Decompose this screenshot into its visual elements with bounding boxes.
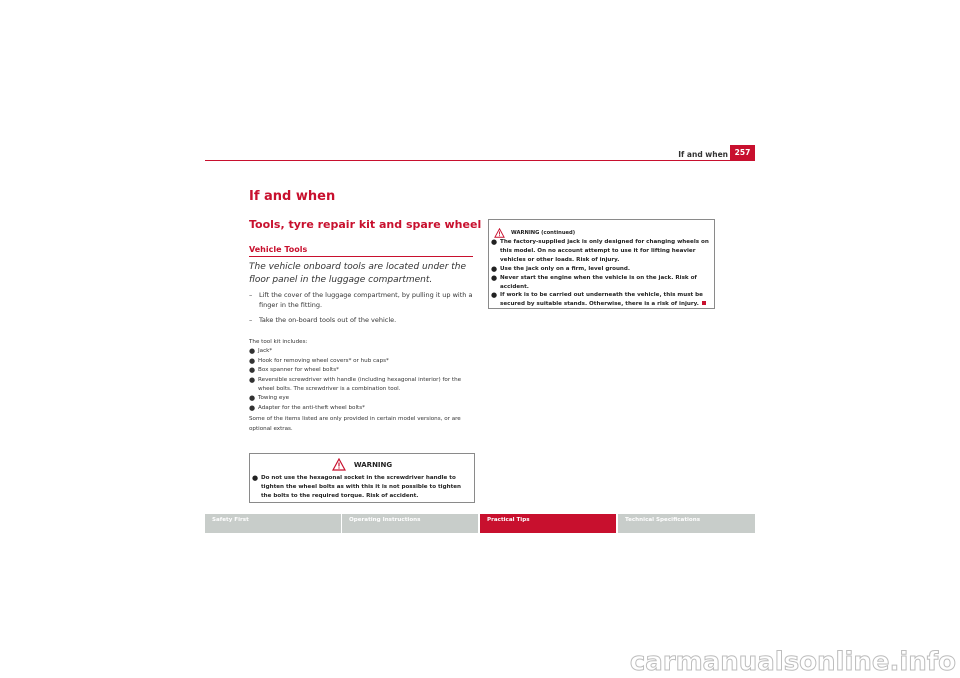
list-item bbox=[249, 376, 475, 395]
warning-box bbox=[249, 453, 475, 503]
end-of-section-icon bbox=[702, 301, 706, 305]
list-item bbox=[491, 238, 713, 265]
kit-heading: The tool kit includes: bbox=[249, 339, 308, 345]
tab-safety-first[interactable]: Safety First bbox=[205, 514, 341, 533]
step-item bbox=[249, 316, 475, 326]
warning-text: Do not use the hexagonal socket in the screwdriver handle to tighten the wheel bolts as with this it is not possible to tighten the bolts to the required torque. Risk of accident. bbox=[261, 475, 462, 499]
tab-practical-tips[interactable]: Practical Tips bbox=[480, 514, 616, 533]
dash-marker: – bbox=[249, 316, 253, 324]
list-item bbox=[491, 265, 713, 274]
bullet-icon: ● bbox=[249, 366, 256, 375]
step-item bbox=[249, 291, 475, 310]
list-item bbox=[249, 366, 475, 375]
warning-header bbox=[250, 454, 474, 473]
warning-triangle-icon bbox=[494, 228, 505, 238]
list-item bbox=[249, 347, 475, 356]
warning-text: Never start the engine when the vehicle is on the jack. Risk of accident. bbox=[500, 274, 697, 290]
warning-continued-box bbox=[488, 219, 715, 309]
kit-item-text: Hook for removing wheel covers* or hub caps* bbox=[258, 357, 389, 364]
warning-triangle-icon bbox=[332, 458, 346, 471]
header-rule bbox=[205, 160, 755, 161]
list-item bbox=[491, 274, 713, 292]
chapter-title: If and when bbox=[249, 189, 336, 204]
kit-note: Some of the items listed are only provided in certain model versions, or are optional extras. bbox=[249, 416, 461, 432]
kit-item-text: Adapter for the anti-theft wheel bolts* bbox=[258, 404, 365, 411]
kit-item-text: Towing eye bbox=[258, 395, 290, 402]
step-text: Take the on-board tools out of the vehicle. bbox=[259, 316, 397, 324]
warning-continued-body bbox=[491, 238, 713, 309]
step-text: Lift the cover of the luggage compartment, by pulling it up with a finger in the fitting. bbox=[259, 291, 473, 309]
warning-text: The factory-supplied jack is only designed for changing wheels on this model. On no account attempt to use it for lifting heavier vehicles or other loads. Risk of injury. bbox=[500, 239, 709, 263]
bullet-icon: ● bbox=[249, 394, 256, 403]
bullet-icon: ● bbox=[491, 291, 498, 300]
tool-kit-block bbox=[249, 338, 475, 434]
warning-text: If work is to be carried out underneath the vehicle, this must be secured by suitable stands. Otherwise, there is a risk of injury. bbox=[500, 292, 703, 308]
kit-item-text: Jack* bbox=[258, 348, 273, 355]
intro-text: The vehicle onboard tools are located under the floor panel in the luggage compartment. bbox=[249, 262, 467, 285]
dash-marker: – bbox=[249, 291, 253, 299]
page-number: 257 bbox=[730, 145, 755, 160]
list-item bbox=[249, 404, 475, 413]
bullet-icon: ● bbox=[252, 474, 259, 482]
kit-item-text: Box spanner for wheel bolts* bbox=[258, 367, 339, 374]
warning-continued-label: WARNING (continued) bbox=[511, 229, 576, 236]
bullet-icon: ● bbox=[491, 238, 498, 246]
list-item bbox=[249, 357, 475, 366]
warning-label: WARNING bbox=[353, 460, 393, 469]
subsection-rule bbox=[249, 256, 473, 257]
subsection-title: Vehicle Tools bbox=[249, 245, 308, 254]
tab-operating-instructions[interactable]: Operating Instructions bbox=[342, 514, 478, 533]
step-list bbox=[249, 291, 475, 332]
tab-technical-specifications[interactable]: Technical Specifications bbox=[618, 514, 755, 533]
warning-text: Use the jack only on a firm, level ground. bbox=[500, 265, 631, 272]
watermark-text: carmanualsonline.info bbox=[629, 647, 956, 677]
running-header-title: If and when bbox=[678, 150, 728, 159]
bullet-icon: ● bbox=[491, 264, 498, 273]
watermark-logo bbox=[0, 645, 960, 678]
list-item bbox=[491, 291, 713, 309]
bullet-icon: ● bbox=[249, 403, 256, 412]
list-item bbox=[252, 474, 472, 500]
bullet-icon: ● bbox=[249, 375, 256, 384]
list-item bbox=[249, 394, 475, 403]
bullet-icon: ● bbox=[491, 273, 498, 282]
section-title: Tools, tyre repair kit and spare wheel bbox=[249, 218, 482, 231]
bullet-icon: ● bbox=[249, 347, 256, 356]
warning-body bbox=[252, 474, 472, 500]
kit-item-text: Reversible screwdriver with handle (including hexagonal interior) for the wheel bolts. The screwdriver is a combination tool. bbox=[258, 376, 462, 393]
bullet-icon: ● bbox=[249, 356, 256, 365]
